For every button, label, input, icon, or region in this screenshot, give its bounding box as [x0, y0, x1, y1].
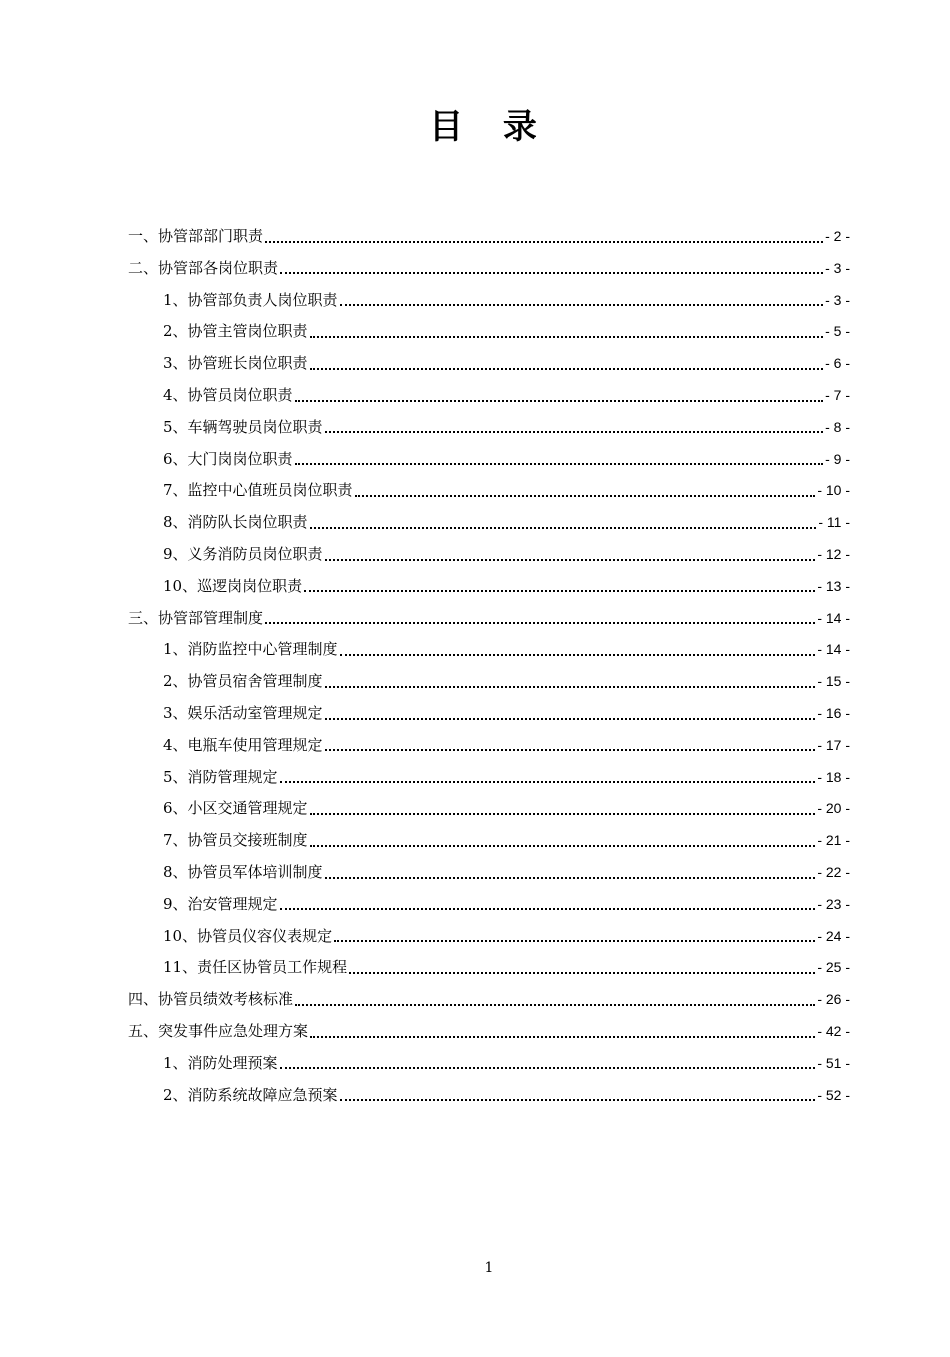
toc-entry[interactable]	[163, 761, 850, 793]
toc-entry-label: 1、消防监控中心管理制度	[163, 640, 338, 659]
toc-entry-page: - 23 -	[817, 895, 850, 912]
toc-dot-leader	[325, 876, 816, 879]
toc-entry-label: 8、协管员军体培训制度	[163, 863, 323, 881]
toc-dot-leader	[325, 748, 816, 751]
toc-entry-page: - 22 -	[817, 864, 850, 880]
toc-entry-label: 五、突发事件应急处理方案	[128, 1022, 309, 1040]
toc-entry-label: 2、消防系统故障应急预案	[163, 1085, 338, 1104]
toc-entry-page: - 8 -	[825, 418, 850, 435]
toc-entry-label: 一、协管部部门职责	[128, 227, 264, 245]
toc-entry[interactable]	[163, 856, 850, 888]
toc-entry-label: 3、娱乐活动室管理规定	[163, 704, 323, 722]
toc-dot-leader	[310, 526, 817, 529]
toc-dot-leader	[295, 462, 824, 465]
toc-entry-page: - 6 -	[825, 355, 850, 372]
toc-entry[interactable]	[163, 951, 850, 983]
toc-entry-label: 9、义务消防员岗位职责	[163, 545, 323, 563]
toc-dot-leader	[295, 399, 824, 402]
toc-entry[interactable]	[163, 824, 850, 856]
toc-entry[interactable]	[128, 1015, 850, 1047]
toc-entry[interactable]	[163, 347, 850, 379]
toc-entry[interactable]	[163, 1079, 850, 1111]
toc-entry[interactable]	[163, 538, 850, 570]
toc-entry-label: 4、电瓶车使用管理规定	[163, 735, 323, 754]
toc-entry-page: - 11 -	[818, 514, 850, 531]
page-title: 目 录	[429, 107, 551, 147]
toc-entry[interactable]	[163, 888, 850, 920]
toc-entry-page: - 21 -	[817, 832, 850, 849]
toc-entry-label: 10、协管员仪容仪表规定	[163, 926, 333, 945]
toc-entry[interactable]	[163, 506, 850, 538]
toc-entry-label: 11、责任区协管员工作规程	[163, 958, 348, 977]
toc-dot-leader	[310, 367, 824, 370]
toc-entry-page: - 26 -	[817, 991, 850, 1008]
toc-entry[interactable]	[128, 983, 850, 1015]
toc-entry-label: 8、消防队长岗位职责	[163, 513, 308, 532]
toc-entry-page: - 14 -	[817, 641, 850, 658]
toc-entry-page: - 13 -	[817, 577, 850, 594]
toc-entry-page: - 24 -	[817, 927, 850, 944]
toc-entry[interactable]	[128, 252, 850, 284]
toc-entry[interactable]	[163, 633, 850, 665]
toc-entry-page: - 16 -	[817, 705, 850, 721]
toc-entry-label: 三、协管部管理制度	[128, 608, 264, 627]
toc-dot-leader	[349, 971, 815, 974]
toc-dot-leader	[280, 1066, 816, 1069]
toc-dot-leader	[340, 1098, 816, 1101]
toc-dot-leader	[325, 685, 816, 688]
toc-entry-label: 10、巡逻岗岗位职责	[163, 576, 303, 595]
toc-entry-page: - 25 -	[817, 959, 850, 976]
toc-entry-page: - 18 -	[817, 768, 850, 785]
toc-entry-page: - 5 -	[825, 323, 850, 340]
toc-entry-label: 6、大门岗岗位职责	[163, 449, 293, 468]
toc-entry-label: 二、协管部各岗位职责	[128, 258, 279, 277]
toc-dot-leader	[310, 335, 824, 338]
page-number: 1	[484, 1260, 494, 1276]
toc-dot-leader	[355, 494, 816, 497]
toc-dot-leader	[280, 780, 816, 783]
toc-dot-leader	[265, 621, 815, 624]
toc-dot-leader	[310, 844, 816, 847]
toc-dot-leader	[340, 303, 824, 306]
toc-entry-label: 7、协管员交接班制度	[163, 831, 308, 850]
toc-entry[interactable]	[163, 284, 850, 316]
toc-entry-page: - 51 -	[817, 1054, 850, 1071]
toc-entry-label: 5、消防管理规定	[163, 767, 278, 786]
toc-entry[interactable]	[163, 920, 850, 952]
toc-entry-page: - 17 -	[817, 736, 850, 753]
toc-entry-page: - 42 -	[817, 1023, 850, 1039]
toc-entry[interactable]	[163, 570, 850, 602]
toc-dot-leader	[325, 558, 816, 561]
toc-dot-leader	[325, 717, 816, 720]
toc-entry-page: - 3 -	[825, 259, 850, 276]
toc-dot-leader	[340, 653, 816, 656]
toc-entry-label: 四、协管员绩效考核标准	[128, 990, 294, 1009]
toc-entry-page: - 14 -	[817, 609, 850, 626]
toc-dot-leader	[325, 430, 824, 433]
toc-entry-page: - 9 -	[825, 450, 850, 467]
toc-entry-page: - 3 -	[825, 291, 850, 308]
toc-entry-label: 3、协管班长岗位职责	[163, 354, 308, 373]
toc-entry[interactable]	[163, 729, 850, 761]
toc-entry[interactable]	[163, 411, 850, 443]
toc-entry[interactable]	[163, 443, 850, 475]
toc-entry-label: 1、协管部负责人岗位职责	[163, 290, 338, 309]
toc-entry-label: 2、协管主管岗位职责	[163, 322, 308, 341]
toc-entry-label: 6、小区交通管理规定	[163, 799, 308, 818]
toc-entry[interactable]	[163, 697, 850, 729]
toc-entry[interactable]	[163, 665, 850, 697]
toc-entry-page: - 2 -	[825, 228, 850, 244]
toc-dot-leader	[310, 812, 816, 815]
toc-dot-leader	[265, 240, 823, 243]
toc-dot-leader	[304, 589, 815, 592]
toc-entry-label: 5、车辆驾驶员岗位职责	[163, 417, 323, 436]
toc-entry[interactable]	[163, 474, 850, 506]
toc-dot-leader	[295, 1003, 815, 1006]
toc-dot-leader	[280, 907, 816, 910]
toc-entry-label: 1、消防处理预案	[163, 1053, 278, 1072]
toc-entry-page: - 7 -	[825, 387, 850, 403]
toc-entry-label: 7、监控中心值班员岗位职责	[163, 481, 353, 500]
toc-entry-label: 9、治安管理规定	[163, 894, 278, 913]
toc-dot-leader	[280, 271, 823, 274]
toc-entry-page: - 20 -	[817, 800, 850, 817]
toc-entry[interactable]	[128, 220, 850, 252]
toc-entry-page: - 10 -	[817, 482, 850, 499]
toc-entry[interactable]	[163, 379, 850, 411]
toc-entry-label: 4、协管员岗位职责	[163, 386, 293, 404]
toc-entry[interactable]	[163, 315, 850, 347]
toc-entry-page: - 52 -	[817, 1086, 850, 1103]
toc-entry-page: - 15 -	[817, 673, 850, 690]
toc-entry[interactable]	[163, 1047, 850, 1079]
toc-dot-leader	[334, 939, 815, 942]
toc-entry-page: - 12 -	[817, 546, 850, 562]
toc-entry[interactable]	[163, 792, 850, 824]
toc-entry-label: 2、协管员宿舍管理制度	[163, 672, 323, 691]
toc-entry[interactable]	[128, 602, 850, 634]
toc-dot-leader	[310, 1035, 815, 1038]
